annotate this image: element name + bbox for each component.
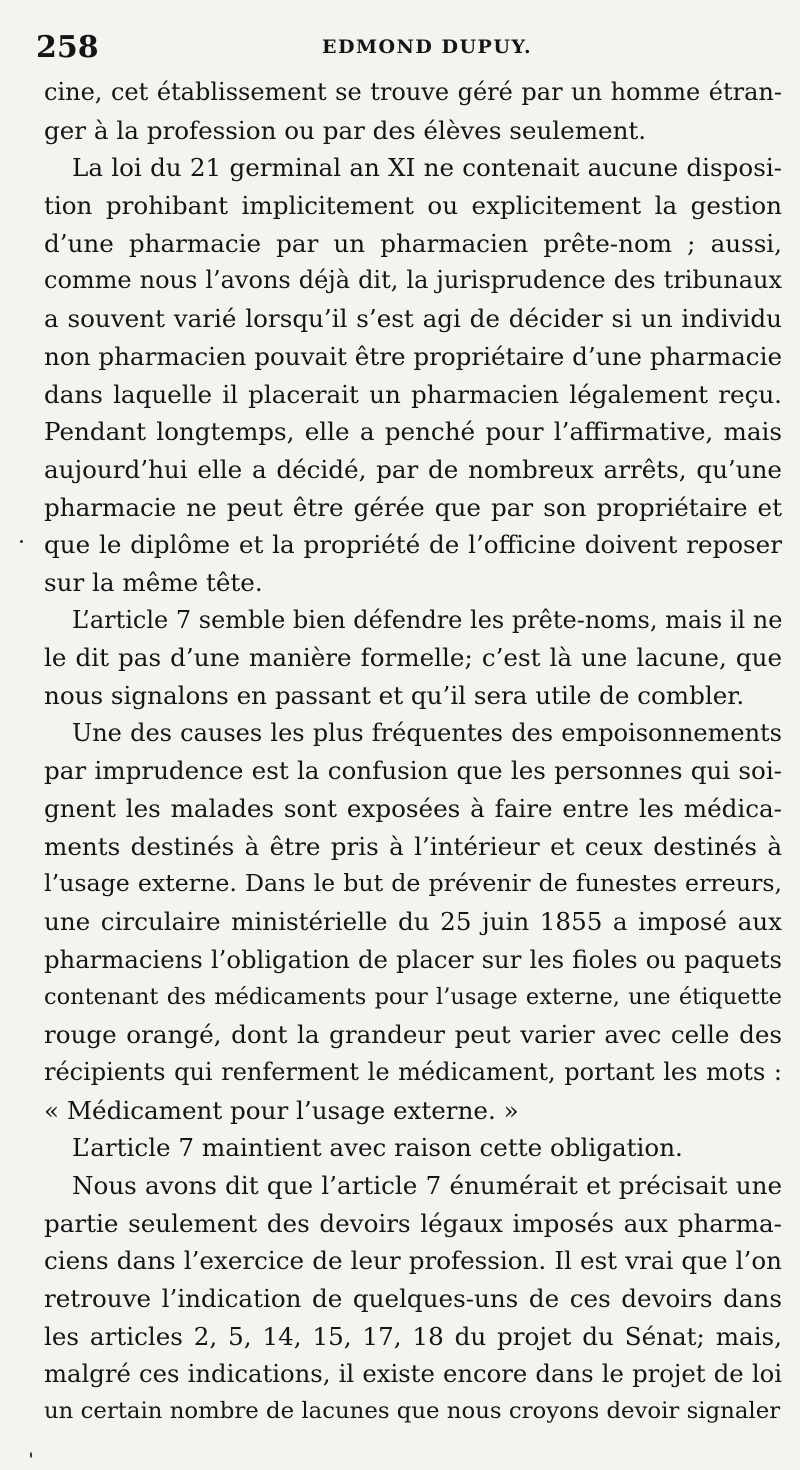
text-line: d’une pharmacie par un pharmacien prête-nom ; aussi, xyxy=(44,228,782,258)
body-text xyxy=(44,74,782,1431)
paragraph xyxy=(44,602,782,715)
text-line: le dit pas d’une manière formelle; c’est là une lacune, que xyxy=(44,643,782,673)
text-line: « Médicament pour l’usage externe. » xyxy=(44,1095,519,1125)
scan-speck xyxy=(20,540,23,543)
text-line: pharmacie ne peut être gérée que par son propriétaire et xyxy=(44,492,782,522)
text-line: pharmaciens l’obligation de placer sur les fioles ou paquets xyxy=(44,944,782,974)
text-line: par imprudence est la confusion que les personnes qui soi- xyxy=(44,756,782,786)
text-line: L’article 7 maintient avec raison cette obligation. xyxy=(72,1133,683,1163)
text-line: La loi du 21 germinal an XI ne contenait aucune disposi- xyxy=(72,153,782,183)
text-line: sur la même tête. xyxy=(44,567,263,597)
page-header xyxy=(36,30,770,70)
text-line: tion prohibant implicitement ou explicitement la gestion xyxy=(44,191,782,221)
paragraph xyxy=(44,715,782,1130)
text-line: Nous avons dit que l’article 7 énumérait et précisait une xyxy=(72,1170,782,1200)
text-line: malgré ces indications, il existe encore dans le projet de loi xyxy=(44,1359,782,1389)
text-line: contenant des médicaments pour l’usage externe, une étiquette xyxy=(44,983,782,1010)
text-line: L’article 7 semble bien défendre les prête-noms, mais il ne xyxy=(72,605,783,634)
text-line: ciens dans l’exercice de leur profession. Il est vrai que l’on xyxy=(44,1246,782,1276)
paragraph xyxy=(44,1167,782,1431)
text-line: non pharmacien pouvait être propriétaire d’une pharmacie xyxy=(44,341,782,371)
text-line: dans laquelle il placerait un pharmacien légalement reçu. xyxy=(44,379,782,409)
text-line: que le diplôme et la propriété de l’officine doivent reposer xyxy=(44,530,782,560)
text-line: un certain nombre de lacunes que nous croyons devoir signaler xyxy=(44,1398,781,1425)
paragraph xyxy=(44,149,782,601)
page-number: 258 xyxy=(36,30,99,65)
text-line: Pendant longtemps, elle a penché pour l’affirmative, mais xyxy=(44,417,782,447)
scan-speck xyxy=(30,1452,32,1458)
text-line: a souvent varié lorsqu’il s’est agi de décider si un individu xyxy=(44,304,782,334)
text-line: une circulaire ministérielle du 25 juin 1855 a imposé aux xyxy=(44,907,782,937)
text-line: aujourd’hui elle a décidé, par de nombreux arrêts, qu’une xyxy=(44,454,782,484)
text-line: les articles 2, 5, 14, 15, 17, 18 du projet du Sénat; mais, xyxy=(44,1321,782,1351)
text-line: nous signalons en passant et qu’il sera utile de combler. xyxy=(44,681,745,710)
text-line: retrouve l’indication de quelques-uns de ces devoirs dans xyxy=(44,1284,782,1313)
text-line: gnent les malades sont exposées à faire entre les médica- xyxy=(44,794,782,824)
text-line: comme nous l’avons déjà dit, la jurisprudence des tribunaux xyxy=(44,266,782,295)
text-line: partie seulement des devoirs légaux imposés aux pharma- xyxy=(44,1208,782,1238)
text-line: récipients qui renferment le médicament, portant les mots : xyxy=(44,1057,782,1086)
paragraph xyxy=(44,74,782,149)
paragraph xyxy=(44,1129,782,1167)
text-line: Une des causes les plus fréquentes des empoisonnements xyxy=(72,718,782,747)
text-line: rouge orangé, dont la grandeur peut varier avec celle des xyxy=(44,1020,782,1050)
text-line: ger à la profession ou par des élèves seulement. xyxy=(44,115,647,145)
text-line: cine, cet établissement se trouve géré par un homme étran- xyxy=(44,78,782,106)
running-head: EDMOND DUPUY. xyxy=(322,36,533,58)
text-line: ments destinés à être pris à l’intérieur et ceux destinés à xyxy=(44,831,782,861)
text-line: l’usage externe. Dans le but de prévenir de funestes erreurs, xyxy=(44,869,782,898)
